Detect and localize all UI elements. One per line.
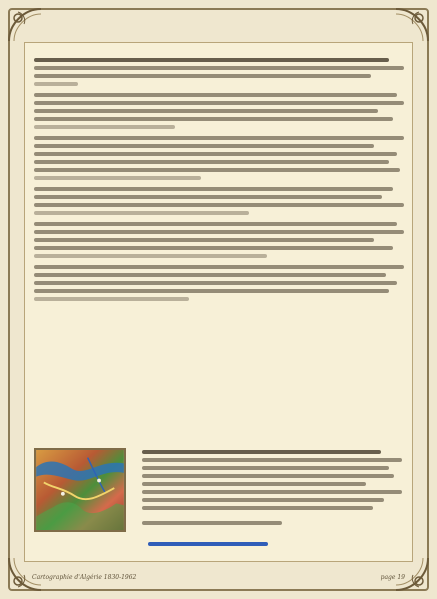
paragraph — [34, 58, 404, 86]
footer-left-text: Cartographie d'Algérie 1830-1962 — [32, 574, 137, 581]
paragraph — [34, 93, 404, 129]
paragraph — [34, 187, 404, 215]
body-text-placeholder — [34, 58, 404, 438]
page-number: page 19 — [380, 574, 405, 581]
caption-text-placeholder — [142, 450, 402, 552]
paragraph — [34, 222, 404, 258]
map-image — [34, 448, 126, 532]
source-link[interactable] — [148, 542, 268, 546]
paragraph — [34, 136, 404, 180]
corner-ornament-top-right — [393, 6, 431, 44]
lower-section — [34, 448, 404, 543]
footer — [32, 574, 405, 581]
corner-ornament-top-left — [6, 6, 44, 44]
paragraph — [34, 265, 404, 301]
